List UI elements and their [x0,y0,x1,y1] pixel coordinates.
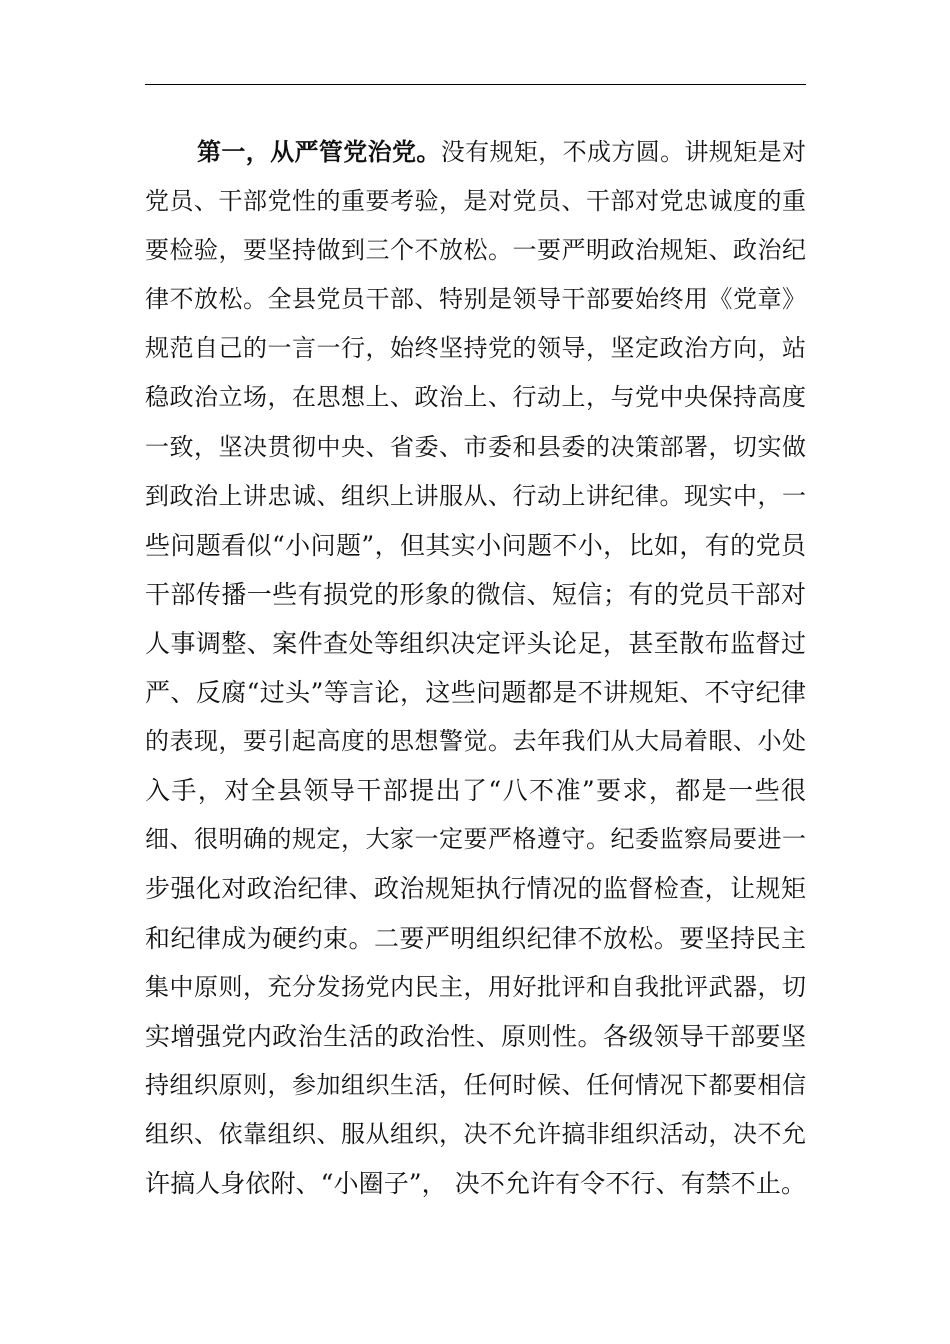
paragraph-line: 步强化对政治纪律、政治规矩执行情况的监督检查，让规矩 [145,874,806,904]
paragraph-line: 到政治上讲忠诚、组织上讲服从、行动上讲纪律。现实中，一 [145,481,806,510]
paragraph-line: 规范自己的一言一行，始终坚持党的领导，坚定政治方向，站 [145,334,806,363]
paragraph-line: 集中原则，充分发扬党内民主，用好批评和自我批评武器，切 [145,972,806,1001]
paragraph-line: 干部传播一些有损党的形象的微信、短信；有的党员干部对 [145,579,806,609]
paragraph-line: 严、反腐“过头”等言论，这些问题都是不讲规矩、不守纪律 [145,678,806,708]
paragraph-line: 持组织原则，参加组织生活，任何时候、任何情况下都要相信 [145,1070,806,1099]
body-paragraph [145,128,806,1208]
paragraph-line: 稳政治立场，在思想上、政治上、行动上，与党中央保持高度 [145,383,806,412]
paragraph-line: 党员、干部党性的重要考验，是对党员、干部对党忠诚度的重 [145,187,806,216]
first-line-text: 没有规矩，不成方圆。讲规矩是对 [440,138,806,166]
paragraph-line: 一致，坚决贯彻中央、省委、市委和县委的决策部署，切实做 [145,432,806,461]
paragraph-line: 细、很明确的规定，大家一定要严格遵守。纪委监察局要进一 [145,825,806,854]
paragraph-line: 要检验，要坚持做到三个不放松。一要严明政治规矩、政治纪 [145,236,806,265]
paragraph-line: 实增强党内政治生活的政治性、原则性。各级领导干部要坚 [145,1021,806,1051]
paragraph-line: 组织、依靠组织、服从组织，决不允许搞非组织活动，决不允 [145,1119,806,1148]
paragraph-line: 律不放松。全县党员干部、特别是领导干部要始终用《党章》 [145,285,806,314]
header-rule [145,84,806,85]
paragraph-line: 些问题看似“小问题”，但其实小问题不小，比如，有的党员 [145,530,806,560]
paragraph-line: 和纪律成为硬约束。二要严明组织纪律不放松。要坚持民主 [145,923,806,953]
paragraph-line: 许搞人身依附、“小圈子”， 决不允许有令不行、有禁不止。 [145,1168,806,1198]
paragraph-line [145,128,806,177]
paragraph-line: 入手，对全县领导干部提出了“八不准”要求，都是一些很 [145,776,806,806]
paragraph-line: 的表现，要引起高度的思想警觉。去年我们从大局着眼、小处 [145,727,806,756]
section-lead: 第一，从严管党治党。 [197,138,441,166]
paragraph-line: 人事调整、案件查处等组织决定评头论足，甚至散布监督过 [145,628,806,658]
